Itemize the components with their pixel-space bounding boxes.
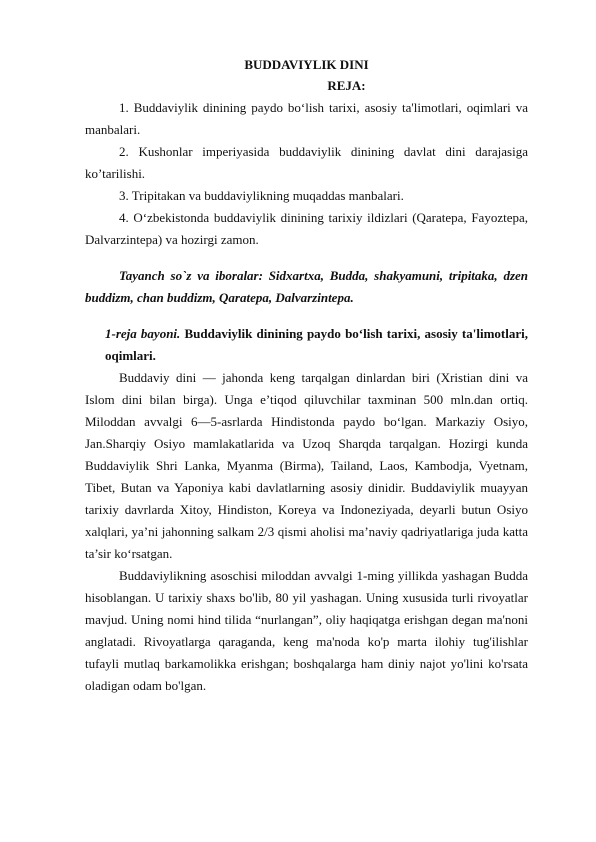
keywords-paragraph: Tayanch so`z va iboralar: Sidxartxa, Budda, shakyamuni, tripitaka, dzen buddizm, chan buddizm, Qaratepa, Dalvarzintepa. bbox=[85, 268, 528, 305]
plan-item-3: 3. Tripitakan va buddaviylikning muqaddas manbalari. bbox=[119, 188, 404, 203]
plan-heading: REJA: bbox=[327, 78, 366, 93]
document-page bbox=[85, 55, 528, 697]
plan-item-1: 1. Buddaviylik dinining paydo bo‘lish tarixi, asosiy ta'limotlari, oqimlari va manbalari. bbox=[85, 100, 528, 137]
spacer bbox=[85, 309, 528, 323]
section-label: 1-reja bayoni. bbox=[105, 326, 181, 341]
section-heading bbox=[105, 323, 528, 367]
document-title: BUDDAVIYLIK DINI bbox=[244, 57, 369, 72]
spacer bbox=[85, 251, 528, 265]
body-paragraph-1: Buddaviy dini — jahonda keng tarqalgan dinlardan biri (Xristian dini va Islom dini bilan birga). Unga e’tiqod qiluvchilar taxminan 500 mln.dan ortiq. Miloddan avvalgi 6—5-asrlarda Hindistonda paydo bo‘lgan. Markaziy Osiyo, Jan.Sharqiy Osiyo mamlakatlarida va Uzoq Sharqda tarqalgan. Hozirgi kunda Buddaviylik Shri Lanka, Myanma (Birma), Tailand, Laos, Kambodja, Vyetnam, Tibet, Butan va Yaponiya kabi davlatlarning asosiy dinidir. Buddaviylik muayyan tarixiy davrlarda Xitoy, Hindiston, Koreya va Indoneziyada, deyarli butun Osiyo xalqlari, ya’ni jahonning salkam 2/3 qismi aholisi ma’naviy qadriyatlariga juda katta ta’sir ko‘rsatgan. bbox=[85, 370, 528, 561]
section-title: Buddaviylik dinining paydo bo‘lish tarixi, asosiy ta'limotlari, oqimlari. bbox=[105, 326, 528, 363]
plan-item-2: 2. Kushonlar imperiyasida buddaviylik dinining davlat dini darajasiga ko’tarilishi. bbox=[85, 144, 528, 181]
plan-item-4: 4. O‘zbekistonda buddaviylik dinining tarixiy ildizlari (Qaratepa, Fayoztepa, Dalvarzintepa) va hozirgi zamon. bbox=[85, 210, 528, 247]
body-paragraph-2: Buddaviylikning asoschisi miloddan avvalgi 1-ming yillikda yashagan Budda hisoblangan. U tarixiy shaxs bo'lib, 80 yil yashagan. Uning xususida turli rivoyatlar mavjud. Uning nomi hind tilida “nurlangan”, oliy haqiqatga erishgan degan ma'noni anglatadi. Rivoyatlarga qaraganda, keng ma'noda ko'p marta ilohiy tug'ilishlar tufayli mutlaq barkamolikka erishgan; boshqalarga ham diniy najot yo'lini ko'rsata oladigan odam bo'lgan. bbox=[85, 568, 528, 693]
